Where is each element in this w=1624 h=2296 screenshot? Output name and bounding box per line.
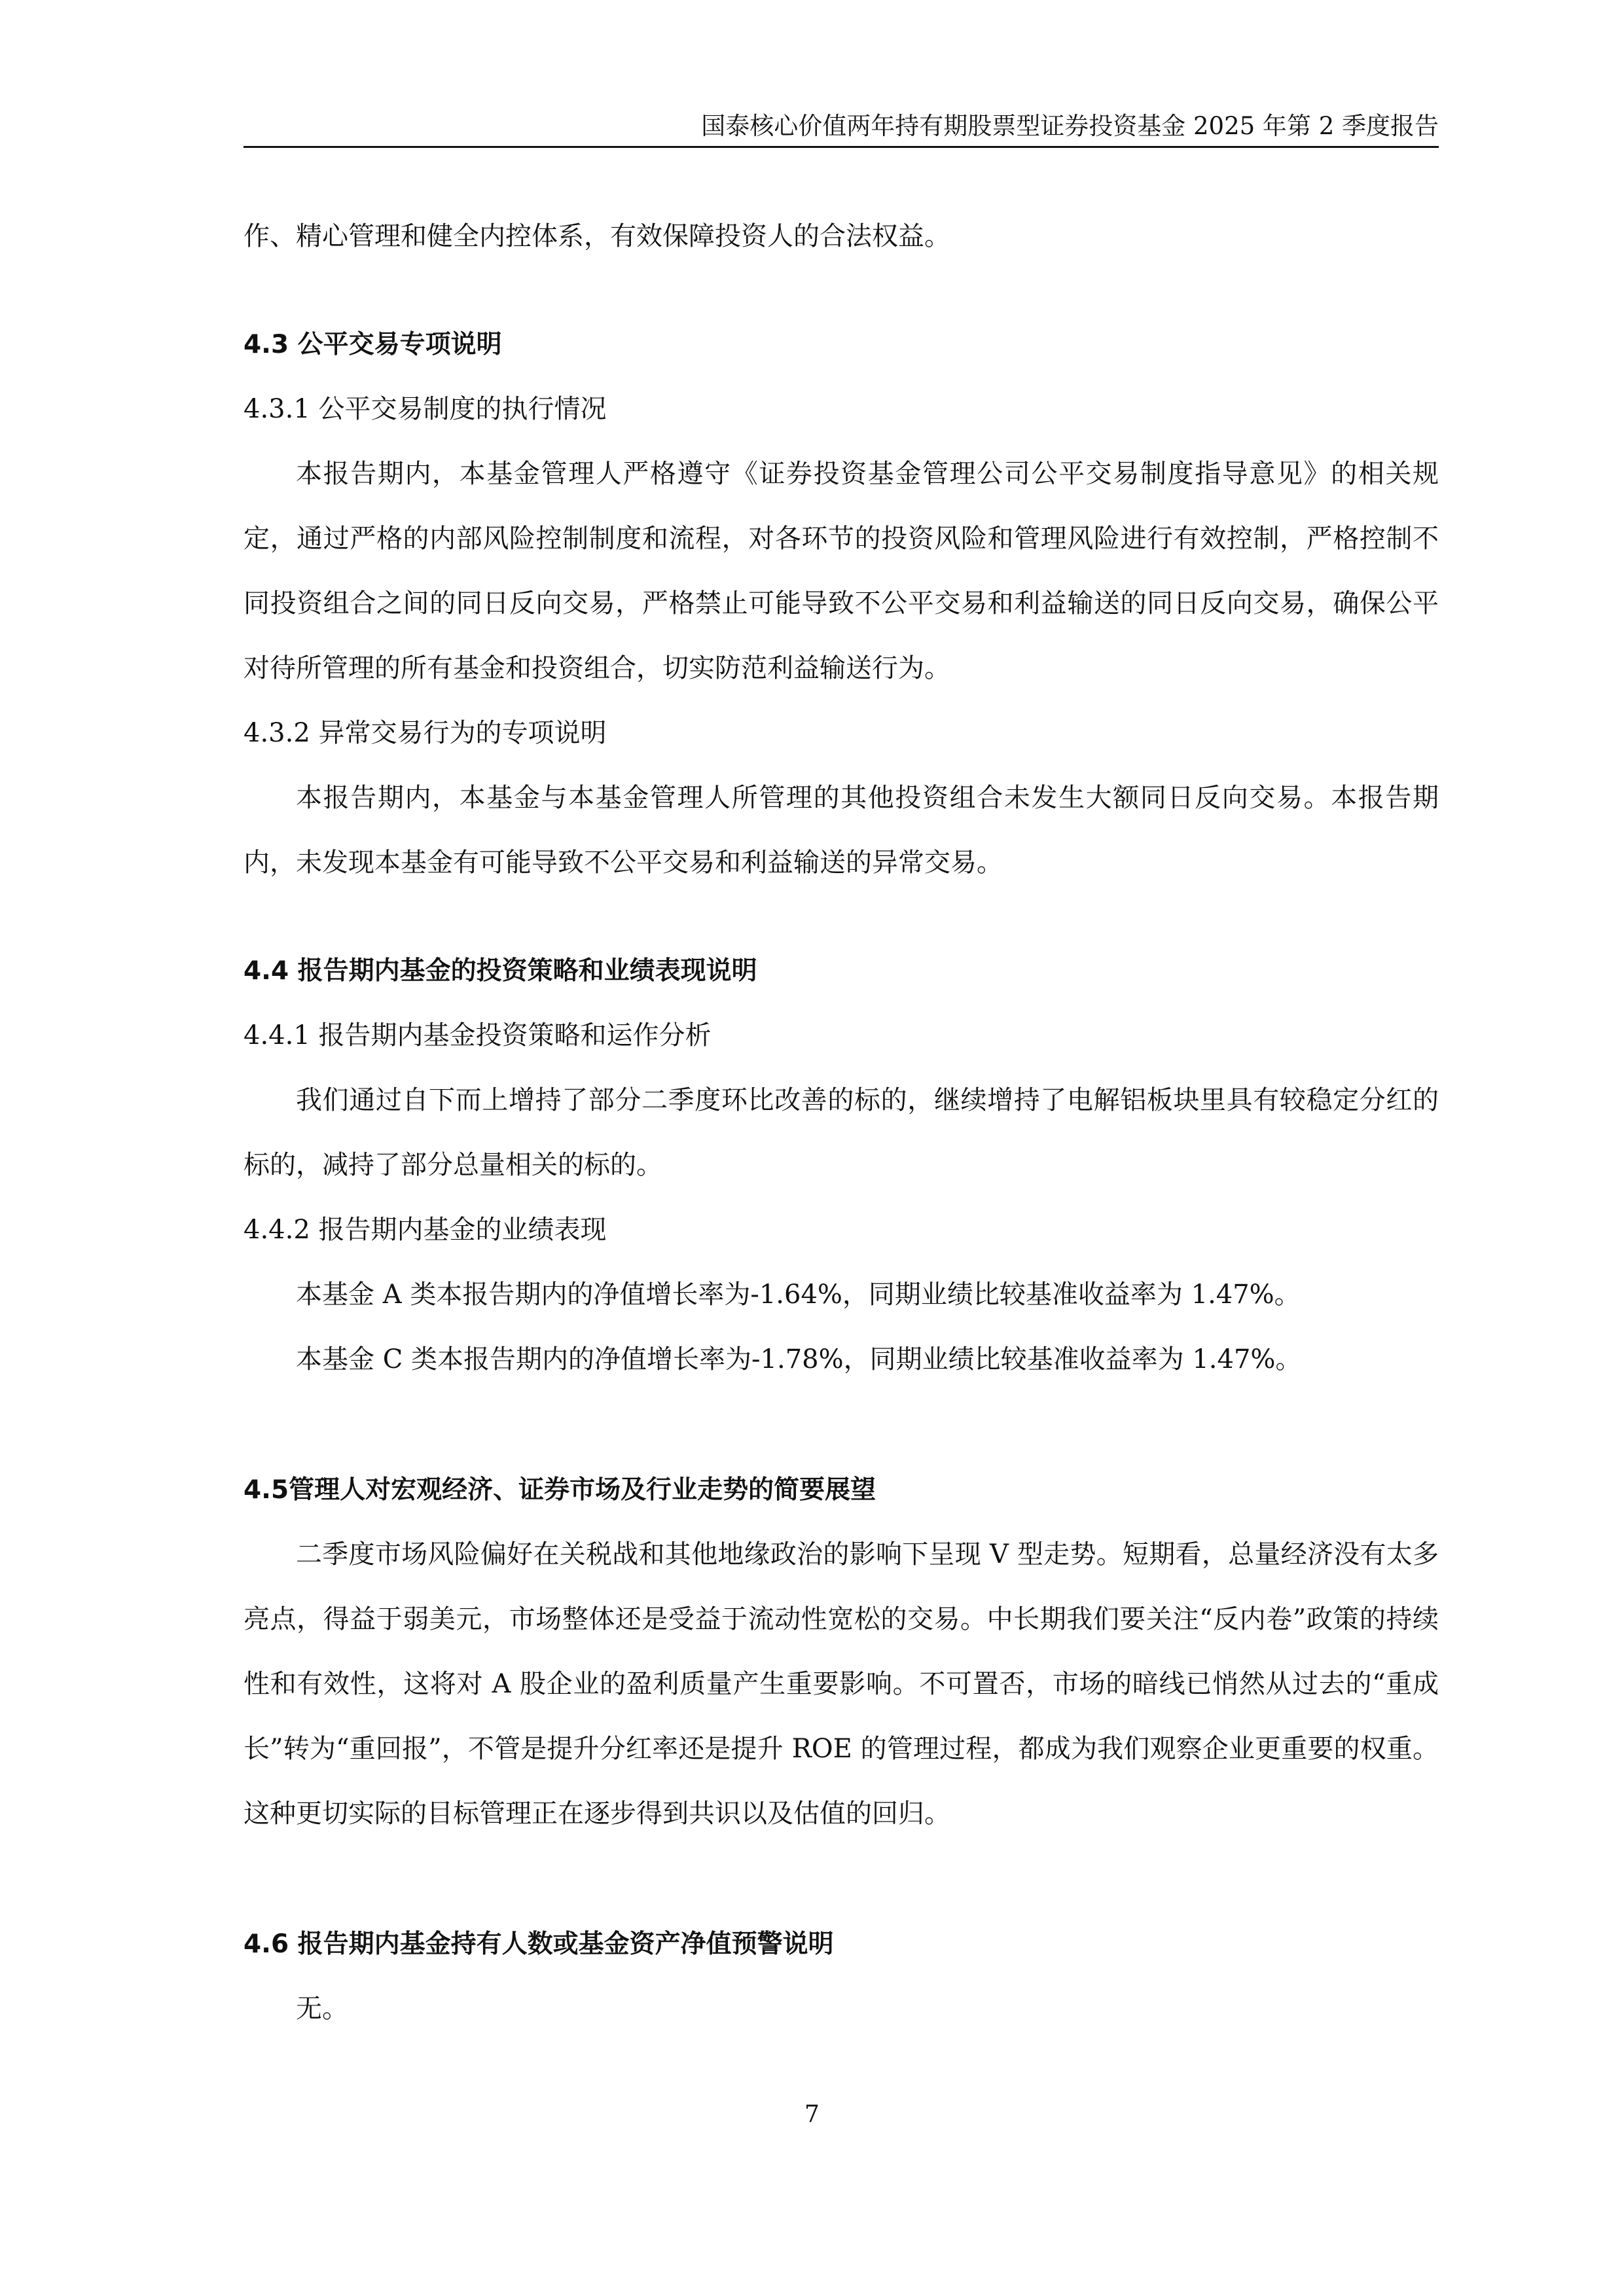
section-4-4-1-paragraph: 我们通过自下而上增持了部分二季度环比改善的标的，继续增持了电解铝板块里具有较稳定分红的标的，减持了部分总量相关的标的。 <box>244 1085 1439 1180</box>
intro-paragraph: 作、精心管理和健全内控体系，有效保障投资人的合法权益。 <box>244 221 950 251</box>
section-4-4-2-heading: 4.4.2 报告期内基金的业绩表现 <box>244 1215 607 1245</box>
page-number: 7 <box>804 2101 820 2128</box>
section-4-5-heading: 4.5管理人对宏观经济、证券市场及行业走势的简要展望 <box>244 1475 876 1505</box>
section-4-4-2-paragraph-a: 本基金 A 类本报告期内的净值增长率为-1.64%，同期业绩比较基准收益率为 1.47%。 <box>296 1280 1301 1310</box>
section-4-6-paragraph: 无。 <box>296 1994 348 2024</box>
section-4-3-2-paragraph: 本报告期内，本基金与本基金管理人所管理的其他投资组合未发生大额同日反向交易。本报告期内，未发现本基金有可能导致不公平交易和利益输送的异常交易。 <box>244 783 1439 878</box>
document-body <box>244 204 1439 2041</box>
section-4-3-2-heading: 4.3.2 异常交易行为的专项说明 <box>244 718 607 748</box>
section-4-5-paragraph: 二季度市场风险偏好在关税战和其他地缘政治的影响下呈现 V 型走势。短期看，总量经济没有太多亮点，得益于弱美元，市场整体还是受益于流动性宽松的交易。中长期我们要关注“反内卷”政策的持续性和有效性，这将对 A 股企业的盈利质量产生重要影响。不可置否，市场的暗线已悄然从过去的“重成长”转为“重回报”，不管是提升分红率还是提升 ROE 的管理过程，都成为我们观察企业更重要的权重。这种更切实际的目标管理正在逐步得到共识以及估值的回归。 <box>244 1539 1439 1829</box>
section-4-4-heading: 4.4 报告期内基金的投资策略和业绩表现说明 <box>244 956 757 986</box>
section-4-4-2-paragraph-c: 本基金 C 类本报告期内的净值增长率为-1.78%，同期业绩比较基准收益率为 1.47%。 <box>296 1344 1302 1374</box>
section-4-4-1-heading: 4.4.1 报告期内基金投资策略和运作分析 <box>244 1020 712 1050</box>
section-4-3-1-heading: 4.3.1 公平交易制度的执行情况 <box>244 394 607 424</box>
section-4-3-1-paragraph: 本报告期内，本基金管理人严格遵守《证券投资基金管理公司公平交易制度指导意见》的相关规定，通过严格的内部风险控制制度和流程，对各环节的投资风险和管理风险进行有效控制，严格控制不同投资组合之间的同日反向交易，严格禁止可能导致不公平交易和利益输送的同日反向交易，确保公平对待所管理的所有基金和投资组合，切实防范利益输送行为。 <box>244 459 1439 683</box>
header-title: 国泰核心价值两年持有期股票型证券投资基金 2025 年第 2 季度报告 <box>701 112 1439 140</box>
section-4-3-heading: 4.3 公平交易专项说明 <box>244 330 502 359</box>
section-4-6-heading: 4.6 报告期内基金持有人数或基金资产净值预警说明 <box>244 1929 834 1959</box>
page-header <box>244 110 1439 148</box>
